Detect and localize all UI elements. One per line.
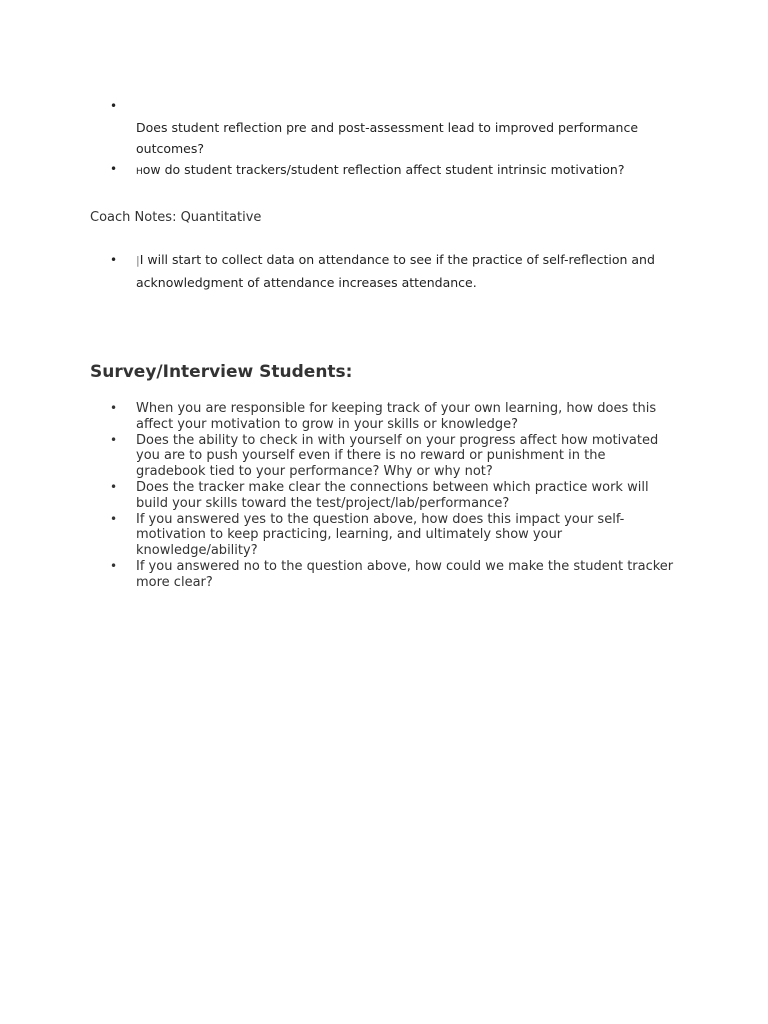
- list-item-lead-letter: H: [136, 167, 143, 177]
- survey-questions-list: [0, 401, 768, 591]
- bullet-icon: •: [110, 479, 118, 494]
- bullet-icon: •: [110, 432, 118, 447]
- list-item: [0, 401, 768, 433]
- list-item-text: If you answered yes to the question above, how does this impact your self-motivation to keep practicing, learning, and ultimately show your knowledge/ability?: [136, 511, 625, 559]
- list-item-text: Does the ability to check in with yourself on your progress affect how motivated you are to push yourself even if there is no reward or punishment in the gradebook tied to your performance? Why or why not?: [136, 432, 659, 480]
- bullet-icon: •: [110, 511, 118, 526]
- bullet-icon: •: [110, 253, 118, 267]
- list-item: [0, 559, 768, 591]
- list-item-text: I will start to collect data on attendance to see if the practice of self-reflection and acknowledgment of attendance increases attendance.: [136, 252, 655, 290]
- list-item-text: When you are responsible for keeping track of your own learning, how does this affect your motivation to grow in your skills or knowledge?: [136, 401, 657, 432]
- list-item: [0, 433, 768, 480]
- list-item: [0, 159, 768, 183]
- survey-heading: Survey/Interview Students:: [90, 362, 353, 382]
- list-item: [0, 480, 768, 512]
- list-item: [0, 512, 768, 559]
- bullet-icon: •: [110, 99, 118, 113]
- list-item-text: If you answered no to the question above, how could we make the student tracker more clear?: [136, 558, 674, 590]
- bullet-icon: •: [110, 558, 118, 573]
- list-item-text: ow do student trackers/student reflection affect student intrinsic motivation?: [142, 162, 625, 177]
- list-item-text: Does student reflection pre and post-assessment lead to improved performance outcomes?: [136, 120, 639, 156]
- research-questions-list: [0, 97, 768, 183]
- coach-notes-heading: Coach Notes: Quantitative: [90, 210, 262, 225]
- bullet-icon: •: [110, 401, 118, 415]
- bullet-icon: •: [110, 162, 118, 176]
- coach-notes-list: [0, 249, 768, 294]
- list-item: [0, 249, 768, 294]
- list-item-text: Does the tracker make clear the connections between which practice work will build your skills toward the test/project/lab/performance?: [136, 479, 649, 511]
- list-item: [0, 97, 768, 117]
- list-item: [0, 117, 768, 159]
- text-cursor-mark: |: [136, 254, 140, 267]
